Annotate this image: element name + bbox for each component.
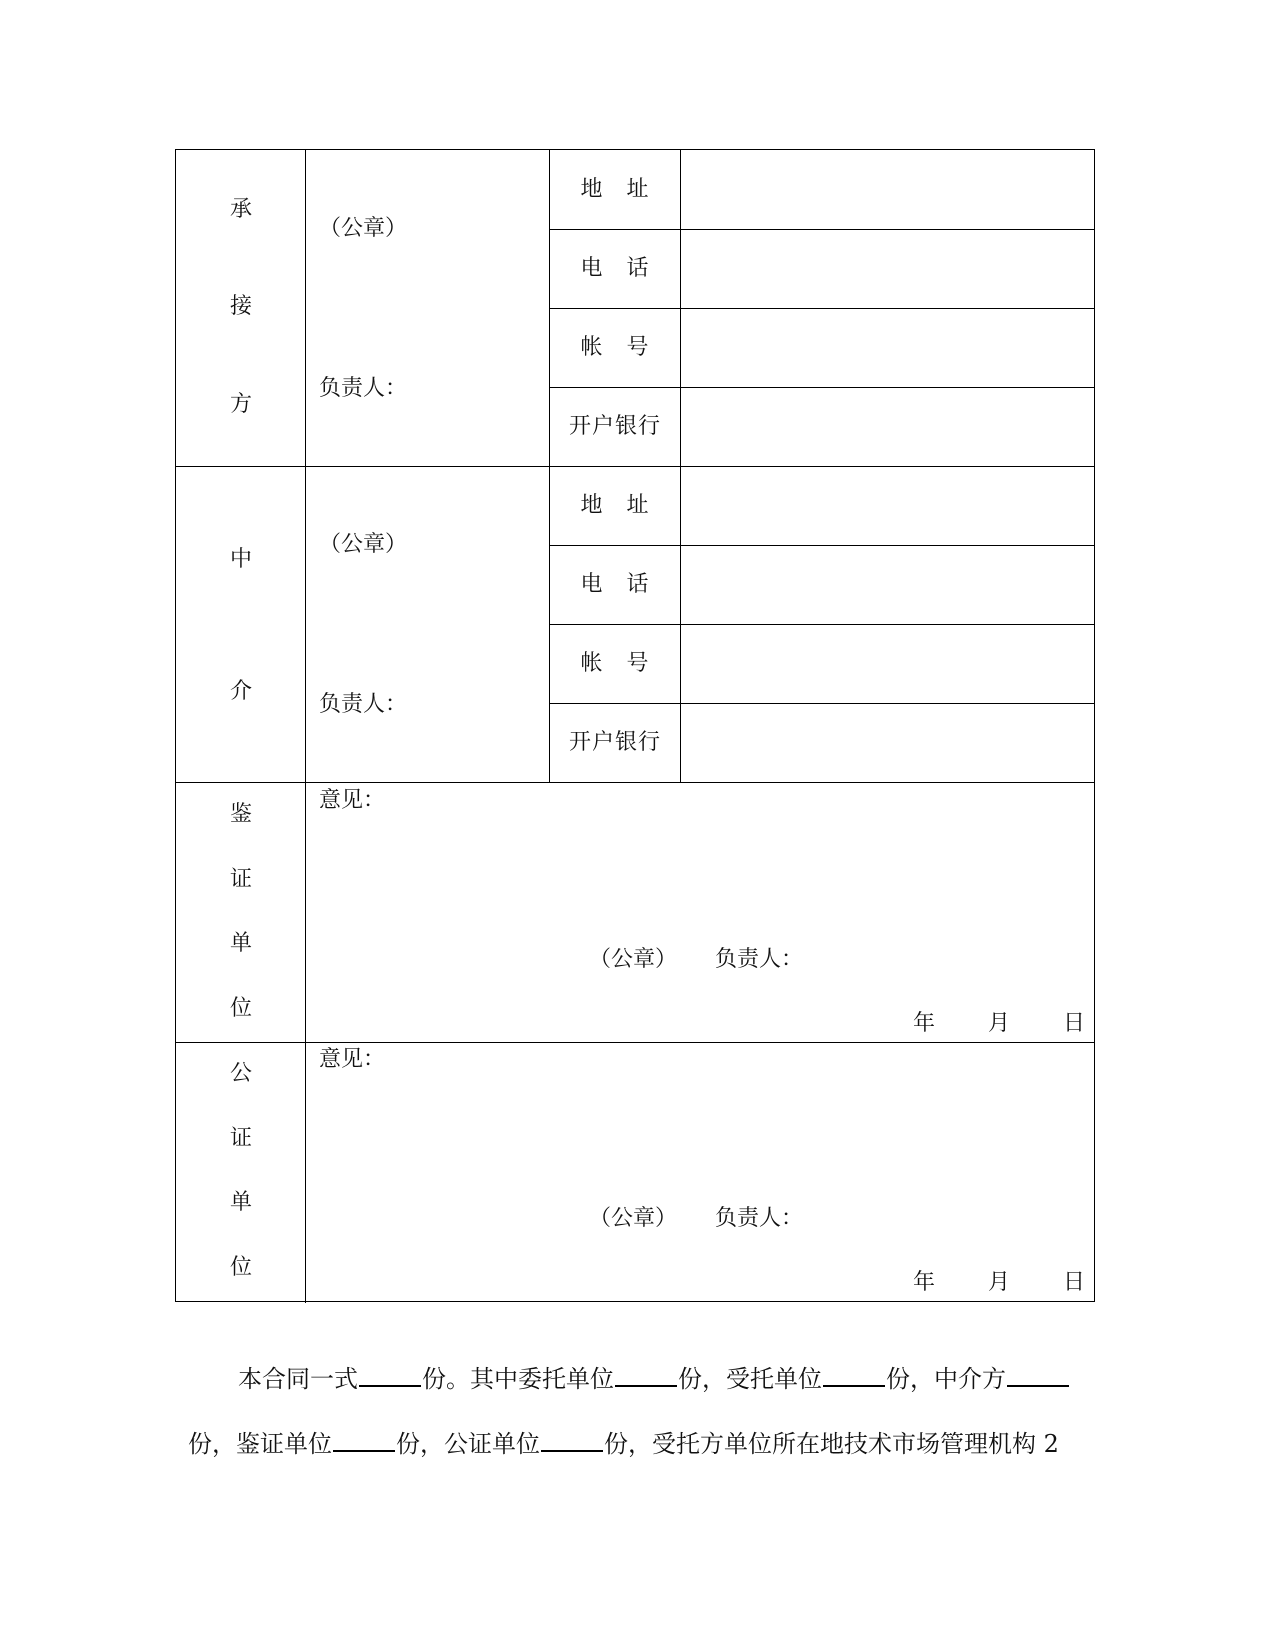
notary-side-char: 公 <box>229 1061 252 1086</box>
divider <box>549 308 1095 309</box>
notary-side-char: 证 <box>229 1126 252 1151</box>
verification-side-char: 单 <box>229 931 252 956</box>
divider <box>549 545 1095 546</box>
divider <box>549 229 1095 230</box>
verification-day: 日 <box>1063 1011 1086 1036</box>
contractor-responsible: 负责人： <box>319 376 408 401</box>
notary-day: 日 <box>1063 1270 1086 1295</box>
footer-text: 本合同一式 <box>238 1365 358 1393</box>
copies-blank[interactable] <box>541 1428 603 1452</box>
notary-seal: （公章） <box>589 1206 678 1231</box>
notary-year: 年 <box>913 1270 936 1295</box>
notary-side-char: 位 <box>229 1255 252 1280</box>
contractor-address-label: 地 址 <box>580 177 650 202</box>
verification-month: 月 <box>988 1011 1011 1036</box>
footer-line-2 <box>188 1428 1059 1459</box>
contractor-side-char: 接 <box>229 294 252 319</box>
intermediary-address-label: 地 址 <box>580 493 650 518</box>
copies-blank[interactable] <box>823 1363 885 1387</box>
intermediary-seal: （公章） <box>319 532 408 557</box>
footer-text: 份。其中委托单位 <box>422 1365 614 1393</box>
copies-blank[interactable] <box>615 1363 677 1387</box>
intermediary-side-char: 介 <box>229 679 252 704</box>
intermediary-bank-label: 开户银行 <box>568 730 661 755</box>
verification-responsible: 负责人： <box>715 947 804 972</box>
contractor-side-char: 方 <box>229 392 252 417</box>
contractor-seal: （公章） <box>319 216 408 241</box>
divider <box>549 703 1095 704</box>
notary-responsible: 负责人： <box>715 1206 804 1231</box>
copies-blank[interactable] <box>1007 1363 1069 1387</box>
contractor-side-char: 承 <box>229 197 252 222</box>
footer-line-1 <box>238 1363 1070 1394</box>
divider <box>549 624 1095 625</box>
notary-side-char: 单 <box>229 1190 252 1215</box>
divider <box>176 466 1095 467</box>
notary-month: 月 <box>988 1270 1011 1295</box>
contractor-phone-label: 电 话 <box>580 256 650 281</box>
verification-year: 年 <box>913 1011 936 1036</box>
copies-blank[interactable] <box>359 1363 421 1387</box>
footer-text: 份，受托方单位所在地技术市场管理机构 2 <box>604 1430 1059 1458</box>
signature-table <box>175 149 1095 1302</box>
divider <box>549 387 1095 388</box>
footer-text: 份，中介方 <box>886 1365 1006 1393</box>
verification-side-char: 证 <box>229 867 252 892</box>
footer-text: 份，公证单位 <box>396 1430 540 1458</box>
footer-text: 份，鉴证单位 <box>188 1430 332 1458</box>
verification-seal: （公章） <box>589 947 678 972</box>
intermediary-side-char: 中 <box>229 547 252 572</box>
contractor-account-label: 帐 号 <box>580 335 650 360</box>
intermediary-phone-label: 电 话 <box>580 572 650 597</box>
notary-opinion: 意见： <box>319 1047 386 1072</box>
divider <box>176 1042 1095 1043</box>
verification-side-char: 鉴 <box>229 802 252 827</box>
verification-opinion: 意见： <box>319 788 386 813</box>
footer-text: 份，受托单位 <box>678 1365 822 1393</box>
contractor-bank-label: 开户银行 <box>568 414 661 439</box>
intermediary-responsible: 负责人： <box>319 692 408 717</box>
copies-blank[interactable] <box>333 1428 395 1452</box>
verification-side-char: 位 <box>229 996 252 1021</box>
intermediary-account-label: 帐 号 <box>580 651 650 676</box>
divider <box>176 782 1095 783</box>
